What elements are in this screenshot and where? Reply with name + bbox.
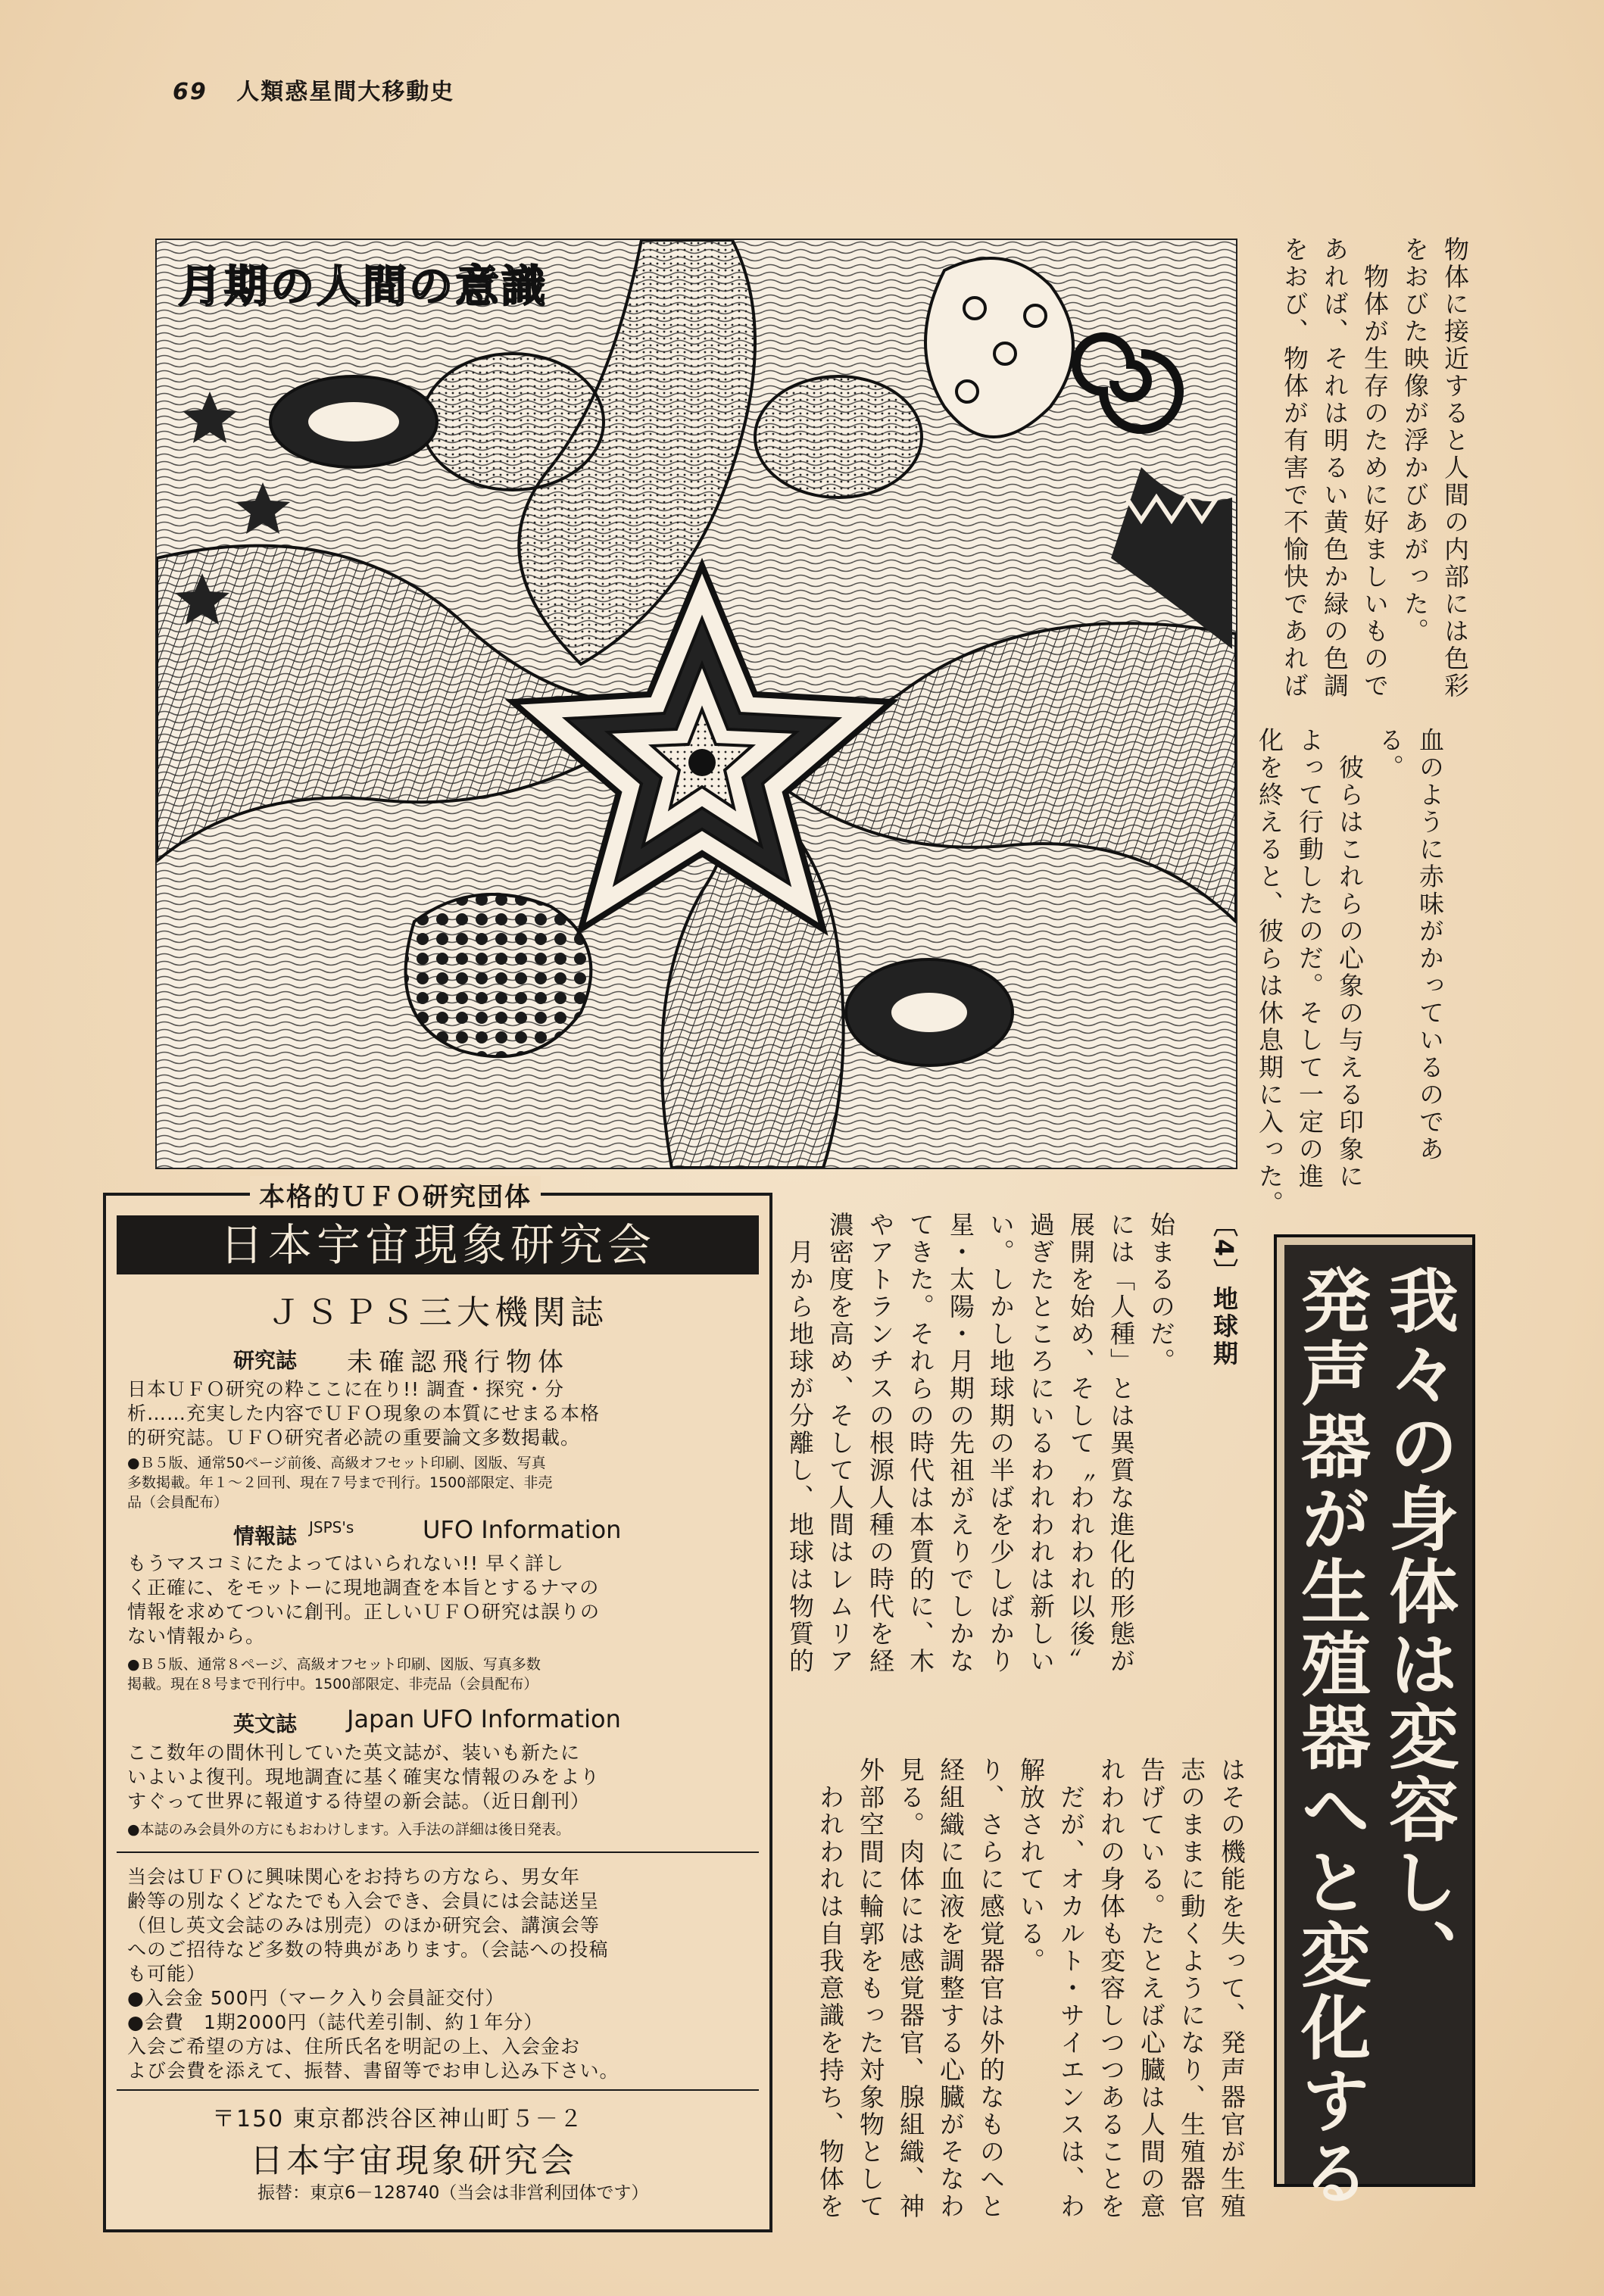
text-line: には「人種」とは異質な進化的形態が (1106, 1212, 1136, 1675)
mag1-description (127, 1377, 600, 1450)
psychedelic-illustration (155, 239, 1237, 1169)
ad-org-footer: 日本宇宙現象研究会 (250, 2142, 577, 2180)
running-title: 人類惑星間大移動史 (236, 79, 455, 105)
ad-line: 齢等の別なくどなたでも入会でき、会員には会誌送呈 (127, 1890, 600, 1912)
ad-line: もうマスコミにたよってはいられない!! 早く詳し (127, 1552, 564, 1574)
mag3-kind: 英文誌 (233, 1711, 298, 1736)
text-line: 月から地球が分離し、地球は物質的 (785, 1212, 815, 1675)
ad-line: いよいよ復刊。現地調査に基く確実な情報のみをより (127, 1766, 601, 1788)
headline-line-1: 我々の身体は変容し、 (1378, 1265, 1459, 1992)
ad-line: （但し英文会誌のみは別売）のほか研究会、講演会等 (127, 1914, 601, 1936)
text-line: をおびた映像が浮かびあがった。 (1400, 236, 1430, 645)
ad-line: ここ数年の間休刊していた英文誌が、装いも新たに (127, 1742, 581, 1764)
ad-note-line: ●Ｂ５版、通常８ページ、高級オフセット印刷、図版、写真多数 (127, 1656, 541, 1673)
running-header (173, 73, 454, 106)
mag2-kind: 情報誌 (233, 1524, 298, 1549)
mag2-description (127, 1552, 600, 1649)
text-line: い。しかし地球期の半ばを少しばかり (986, 1212, 1016, 1675)
text-line: 星・太陽・月期の先祖がえりでしかな (946, 1212, 975, 1675)
fee-annual: ●会費 1期2000円（誌代差引制、約１年分） (127, 2011, 544, 2033)
mag3-note: ●本誌のみ会員外の方にもおわけします。入手法の詳細は後日発表。 (127, 1821, 571, 1838)
ad-note-line: 多数掲載。年１～２回刊、現在７号まで刊行。1500部限定、非売 (127, 1474, 553, 1491)
section-heading (1204, 1212, 1244, 1368)
ad-org-name: 日本宇宙現象研究会 (117, 1215, 759, 1274)
fee-entrance: ●入会金 500円（マーク入り会員証交付） (127, 1987, 505, 2009)
illustration-title: 月期の人間の意識 (178, 260, 548, 312)
section-body-lower (810, 1757, 1252, 2226)
text-line: 濃密度を高め、そして人間はレムリア (825, 1212, 855, 1675)
ad-line: 当会はＵＦＯに興味関心をお持ちの方なら、男女年 (127, 1866, 581, 1888)
jsps-advertisement (103, 1182, 772, 2232)
ad-line: 的研究誌。ＵＦＯ研究者必読の重要論文多数掲載。 (127, 1427, 581, 1449)
mag1-kind: 研究誌 (233, 1348, 298, 1373)
illustration-art (157, 240, 1236, 1168)
ad-divider (117, 2089, 759, 2091)
ad-line: へのご招待など多数の特典があります。（会誌への投稿 (127, 1939, 609, 1961)
text-line: 告げている。たとえば心臓は人間の意 (1137, 1757, 1166, 2220)
mag1-title: 未確認飛行物体 (347, 1347, 570, 1377)
text-line: われわれは自我意識を持ち、物体を (816, 1757, 845, 2220)
mag3-description (127, 1741, 600, 1814)
ad-note-line: ●Ｂ５版、通常50ページ前後、高級オフセット印刷、図版、写真 (127, 1455, 546, 1471)
upper-article-text-3 (1250, 727, 1450, 1218)
ad-heading: ＪＳＰＳ三大機関誌 (267, 1293, 608, 1332)
text-line: はその機能を失って、発声器官が生殖 (1217, 1757, 1247, 2220)
mag2-title: UFO Information (423, 1515, 622, 1544)
text-line: てきた。それらの時代は本質的に、木 (906, 1212, 935, 1675)
ad-line: 入会ご希望の方は、住所氏名を明記の上、入会金お (127, 2036, 581, 2057)
text-line: あれば、それは明るい黄色か緑の色調 (1320, 236, 1350, 700)
section-number: 〔4〕 (1209, 1212, 1239, 1286)
headline-line-2: 発声器が生殖器へと変化する (1290, 1265, 1371, 2210)
text-line: る。 (1375, 727, 1405, 781)
membership-info (127, 1865, 619, 2083)
ad-line: 日本ＵＦＯ研究の粋ここに在り!! 調査・探究・分 (127, 1378, 564, 1400)
text-line: 始まるのだ。 (1147, 1212, 1176, 1375)
text-line: 彼らはこれらの心象の与える印象に (1335, 727, 1365, 1190)
text-line: をおび、物体が有害で不愉快であれば (1280, 236, 1309, 700)
text-line: 過ぎたところにいるわれわれは新しい (1026, 1212, 1056, 1675)
text-line: 血のように赤味がかっているのであ (1415, 727, 1445, 1163)
ad-line: よび会費を添えて、振替、書留等でお申し込み下さい。 (127, 2060, 619, 2082)
ad-note-line: 品（会員配布） (127, 1494, 229, 1511)
text-line: やアトランチスの根源人種の時代を経 (866, 1212, 895, 1675)
text-line: れわれの身体も変容しつつあることを (1097, 1757, 1126, 2220)
mag2-prefix: JSPS's (309, 1518, 354, 1536)
ad-line: く正確に、をモットーに現地調査を本旨とするナマの (127, 1577, 600, 1599)
text-line: り、さらに感覚器官は外的なものへと (976, 1757, 1006, 2220)
ad-note-line: 掲載。現在８号まで刊行中。1500部限定、非売品（会員配布） (127, 1676, 538, 1692)
ad-line: すぐって世界に報道する待望の新会誌。（近日創刊） (127, 1790, 591, 1812)
headline-banner (1274, 1234, 1475, 2210)
text-line: 物体が生存のために好ましいもので (1360, 236, 1390, 700)
text-line: よって行動したのだ。そして一定の進 (1295, 727, 1325, 1190)
mag1-note (127, 1453, 552, 1512)
ad-caption: 本格的ＵＦＯ研究団体 (250, 1176, 541, 1213)
ad-line: 情報を求めてついに創刊。正しいＵＦＯ研究は誤りの (127, 1601, 601, 1623)
section-title: 地球期 (1209, 1285, 1239, 1368)
section-body-upper (780, 1212, 1181, 1711)
mag3-title: Japan UFO Information (347, 1705, 621, 1733)
ad-line: 析……充実した内容でＵＦＯ現象の本質にせまる本格 (127, 1402, 601, 1424)
text-line: 化を終えると、彼らは休息期に入った。 (1255, 727, 1284, 1218)
text-line: だが、オカルト・サイエンスは、わ (1056, 1757, 1086, 2220)
text-line: 経組織に血液を調整する心臓がそなわ (936, 1757, 966, 2220)
text-line: 志のままに動くようになり、生殖器官 (1177, 1757, 1206, 2220)
text-line: 物体に接近すると人間の内部には色彩 (1440, 236, 1470, 700)
text-line: 外部空間に輪郭をもった対象物として (856, 1757, 885, 2220)
ad-transfer: 振替：東京6－128740（当会は非営利団体です） (257, 2183, 649, 2203)
ad-address: 〒150 東京都渋谷区神山町５－２ (212, 2106, 584, 2132)
mag2-note (127, 1655, 541, 1694)
text-line: 展開を始め、そして〝われわれ以後〟 (1066, 1212, 1096, 1675)
ad-line: も可能） (127, 1963, 207, 1985)
ad-divider (117, 1851, 759, 1853)
ad-line: ない情報から。 (127, 1625, 266, 1647)
page-number: 69 (173, 79, 208, 105)
text-line: 解放されている。 (1016, 1757, 1046, 1975)
text-line: 見る。肉体には感覚器官、腺組織、神 (896, 1757, 925, 2220)
